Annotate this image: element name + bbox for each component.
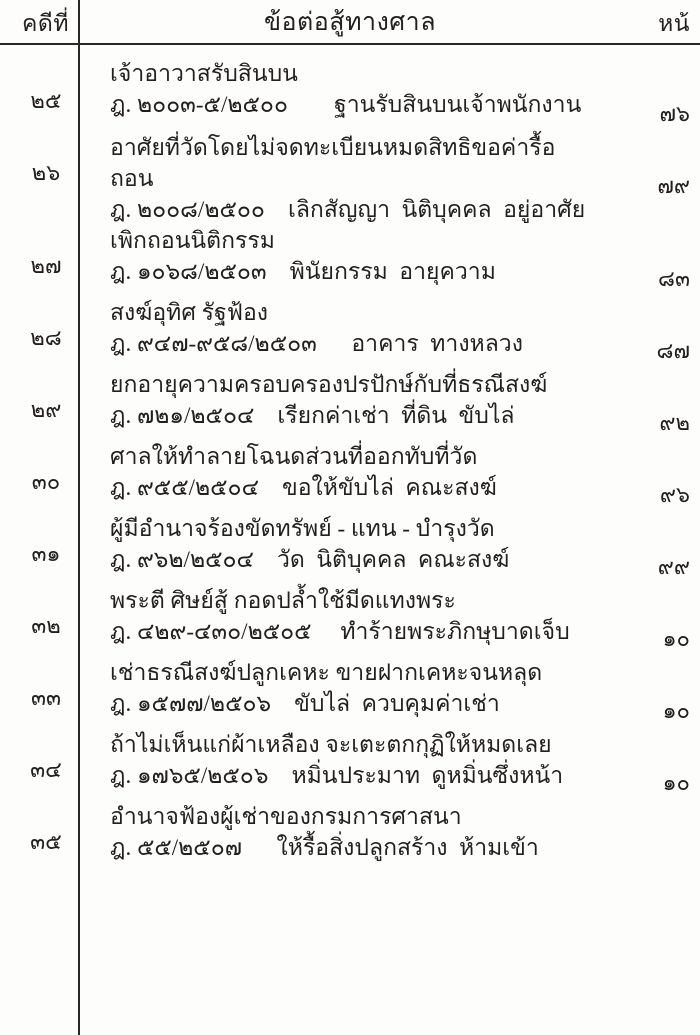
entry-page-number: ๙๒ bbox=[659, 410, 690, 436]
entry-citation: ฎ. ๔๒๙-๔๓๐/๒๕๐๕ ทำร้ายพระภิกษุบาดเจ็บ bbox=[110, 619, 570, 645]
list-item bbox=[0, 225, 700, 297]
list-item bbox=[0, 729, 700, 801]
entry-citation: ฎ. ๒๐๐๓-๕/๒๕๐๐ ฐานรับสินบนเจ้าพนักงาน bbox=[110, 92, 582, 118]
list-item bbox=[0, 801, 700, 873]
entry-page-number: ๗๖ bbox=[659, 101, 690, 126]
column-header-page: หน้ bbox=[658, 11, 690, 36]
entry-title: เจ้าอาวาสรับสินบน bbox=[110, 61, 298, 86]
page-title: ข้อต่อสู้ทางศาล bbox=[263, 9, 437, 36]
list-item bbox=[0, 441, 700, 513]
entry-list bbox=[0, 44, 700, 873]
entry-title: ศาลให้ทำลายโฉนดส่วนที่ออกทับที่วัด bbox=[110, 444, 478, 470]
entry-title: ยกอายุความครอบครองปรปักษ์กับที่ธรณีสงฆ์ bbox=[110, 372, 548, 398]
page-header bbox=[0, 0, 700, 44]
list-item bbox=[0, 132, 700, 225]
list-item bbox=[0, 297, 700, 369]
entry-citation: ฎ. ๙๖๒/๒๕๐๔ วัด นิติบุคคล คณะสงฆ์ bbox=[110, 547, 510, 573]
entry-title: พระตี ศิษย์สู้ กอดปล้ำใช้มีดแทงพระ bbox=[110, 588, 456, 614]
entry-title: อำนาจฟ้องผู้เช่าของกรมการศาสนา bbox=[110, 804, 462, 830]
entry-page-number: ๑๐ bbox=[662, 626, 690, 652]
list-item bbox=[0, 513, 700, 585]
entry-citation: ฎ. ๑๗๖๕/๒๕๐๖ หมิ่นประมาท ดูหมิ่นซึ่งหน้า bbox=[110, 763, 564, 789]
entry-number: ๒๘ bbox=[30, 325, 62, 351]
entry-citation: ฎ. ๗๒๑/๒๕๐๔ เรียกค่าเช่า ที่ดิน ขับไล่ bbox=[110, 403, 515, 429]
list-item bbox=[0, 369, 700, 441]
entry-page-number: ๗๙ bbox=[657, 173, 690, 198]
entry-number: ๓๓ bbox=[30, 685, 62, 711]
entry-number: ๓๕ bbox=[30, 829, 62, 855]
entry-page-number: ๙๖ bbox=[659, 482, 690, 508]
entry-page-number: ๑๐ bbox=[662, 770, 690, 796]
entry-page-number: ๘๓ bbox=[657, 266, 690, 292]
entry-number: ๒๙ bbox=[30, 397, 62, 423]
entry-title: สงฆ์อุทิศ รัฐฟ้อง bbox=[110, 300, 269, 326]
entry-number: ๓๒ bbox=[31, 613, 61, 639]
entry-number: ๓๔ bbox=[30, 757, 62, 783]
list-item bbox=[0, 58, 700, 132]
entry-citation: ฎ. ๙๕๕/๒๕๐๔ ขอให้ขับไล่ คณะสงฆ์ bbox=[110, 475, 497, 501]
entry-citation: ฎ. ๕๕/๒๕๐๗ ให้รื้อสิ่งปลูกสร้าง ห้ามเข้า bbox=[110, 835, 539, 861]
entry-page-number: ๘๗ bbox=[656, 338, 690, 364]
entry-number: ๒๖ bbox=[31, 160, 61, 185]
entry-title: อาศัยที่วัดโดยไม่จดทะเบียนหมดสิทธิขอค่ารื้อถอน bbox=[110, 135, 556, 192]
entry-citation: ฎ. ๑๕๗๗/๒๕๐๖ ขับไล่ ควบคุมค่าเช่า bbox=[110, 691, 500, 717]
entry-title: ถ้าไม่เห็นแก่ผ้าเหลือง จะเตะตกกุฏิให้หมดเลย bbox=[110, 732, 552, 758]
entry-citation: ฎ. ๙๔๗-๙๕๘/๒๕๐๓ อาคาร ทางหลวง bbox=[110, 331, 523, 357]
entry-number: ๓๐ bbox=[31, 469, 61, 495]
entry-citation: ฎ. ๒๐๐๘/๒๕๐๐ เลิกสัญญา นิติบุคคล อยู่อาศัย bbox=[110, 197, 586, 223]
column-header-case-number: คดีที่ bbox=[22, 11, 69, 36]
entry-title: ผู้มีอำนาจร้องขัดทรัพย์ - แทน - บำรุงวัด bbox=[110, 516, 495, 542]
entry-page-number: ๙๙ bbox=[657, 554, 690, 580]
list-item bbox=[0, 585, 700, 657]
entry-number: ๒๕ bbox=[30, 88, 62, 113]
entry-title: เพิกถอนนิติกรรม bbox=[110, 228, 275, 254]
entry-title: เช่าธรณีสงฆ์ปลูกเคหะ ขายฝากเคหะจนหลุด bbox=[110, 660, 543, 686]
entry-citation: ฎ. ๑๐๖๘/๒๕๐๓ พินัยกรรม อายุความ bbox=[110, 259, 496, 285]
entry-number: ๒๗ bbox=[30, 253, 62, 279]
list-item bbox=[0, 657, 700, 729]
entry-number: ๓๑ bbox=[31, 541, 61, 567]
entry-page-number: ๑๐ bbox=[662, 698, 690, 724]
